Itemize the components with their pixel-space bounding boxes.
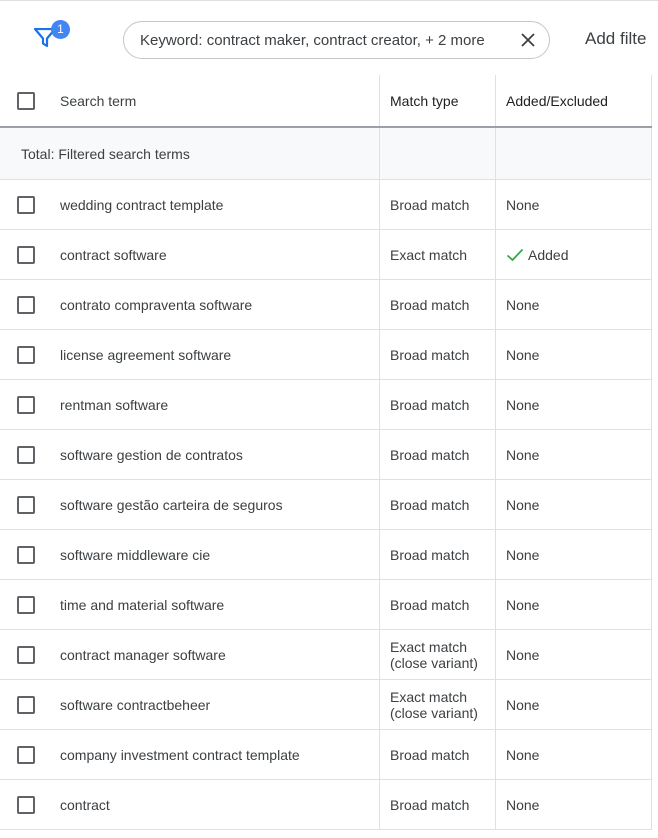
search-term-cell — [0, 380, 380, 429]
match-type-cell — [380, 230, 496, 279]
match-type-text: Broad match — [390, 546, 470, 563]
row-checkbox[interactable] — [17, 796, 35, 814]
added-excluded-cell — [496, 430, 652, 479]
table-row[interactable] — [0, 530, 652, 580]
add-filter-button[interactable]: Add filte — [585, 29, 647, 48]
added-excluded-cell — [496, 580, 652, 629]
table-row[interactable] — [0, 330, 652, 380]
match-type-cell — [380, 480, 496, 529]
search-term-cell — [0, 230, 380, 279]
header-match-type[interactable] — [380, 75, 496, 126]
match-type-text: Exact match — [390, 246, 468, 263]
search-term-text: software contractbeheer — [60, 696, 211, 713]
match-type-cell — [380, 430, 496, 479]
table-row[interactable] — [0, 430, 652, 480]
added-excluded-cell — [496, 480, 652, 529]
row-checkbox[interactable] — [17, 546, 35, 564]
search-term-cell — [0, 780, 380, 829]
table-row[interactable] — [0, 680, 652, 730]
added-excluded-cell — [496, 780, 652, 829]
search-term-cell — [0, 280, 380, 329]
search-term-text: software gestão carteira de seguros — [60, 496, 283, 513]
row-checkbox[interactable] — [17, 346, 35, 364]
added-excluded-cell — [496, 380, 652, 429]
status-text: None — [506, 796, 540, 813]
match-type-text: Broad match — [390, 746, 470, 763]
status-text: None — [506, 496, 540, 513]
match-type-cell — [380, 580, 496, 629]
status-text: None — [506, 646, 540, 663]
table-row[interactable] — [0, 630, 652, 680]
search-term-cell — [0, 330, 380, 379]
search-term-text: rentman software — [60, 396, 169, 413]
status-text: None — [506, 696, 540, 713]
search-term-text: software middleware cie — [60, 546, 211, 563]
table-body — [0, 180, 652, 830]
added-excluded-cell — [496, 330, 652, 379]
match-type-line: Exact match — [390, 688, 468, 705]
match-type-text: Broad match — [390, 596, 470, 613]
match-type-cell — [380, 330, 496, 379]
search-term-cell — [0, 630, 380, 679]
search-terms-table — [0, 75, 652, 830]
total-added-cell — [496, 128, 652, 179]
status-text: None — [506, 596, 540, 613]
status-text: None — [506, 546, 540, 563]
search-term-text: time and material software — [60, 596, 225, 613]
total-match-cell — [380, 128, 496, 179]
match-type-cell — [380, 380, 496, 429]
match-type-cell — [380, 630, 496, 679]
search-term-text: software gestion de contratos — [60, 446, 243, 463]
table-row[interactable] — [0, 380, 652, 430]
match-type-cell — [380, 180, 496, 229]
table-row[interactable] — [0, 480, 652, 530]
header-search-term[interactable] — [0, 75, 380, 126]
row-checkbox[interactable] — [17, 246, 35, 264]
status-text: None — [506, 196, 540, 213]
match-type-text: Broad match — [390, 396, 470, 413]
search-term-text: license agreement software — [60, 346, 232, 363]
added-excluded-cell — [496, 630, 652, 679]
select-all-checkbox[interactable] — [17, 92, 35, 110]
match-type-cell — [380, 730, 496, 779]
total-cell — [0, 128, 380, 179]
match-type-line: Exact match — [390, 638, 468, 655]
row-checkbox[interactable] — [17, 746, 35, 764]
search-term-cell — [0, 680, 380, 729]
search-term-text: contract — [60, 796, 110, 813]
search-term-text: contrato compraventa software — [60, 296, 253, 313]
filter-chip-label: Keyword: contract maker, contract creator, + 2 more — [140, 31, 485, 49]
row-checkbox[interactable] — [17, 296, 35, 314]
table-row[interactable] — [0, 580, 652, 630]
search-term-cell — [0, 730, 380, 779]
search-term-cell — [0, 580, 380, 629]
header-added-excluded[interactable] — [496, 75, 652, 126]
row-checkbox[interactable] — [17, 596, 35, 614]
match-type-text — [390, 639, 478, 671]
search-term-text: wedding contract template — [60, 196, 224, 213]
match-type-text: Broad match — [390, 296, 470, 313]
match-type-text: Broad match — [390, 196, 470, 213]
row-checkbox[interactable] — [17, 646, 35, 664]
match-type-text: Broad match — [390, 346, 470, 363]
total-row — [0, 128, 652, 180]
match-type-cell — [380, 280, 496, 329]
checkmark-icon — [506, 248, 524, 262]
match-type-variant: (close variant) — [390, 704, 478, 721]
added-excluded-cell — [496, 280, 652, 329]
status-text: None — [506, 746, 540, 763]
status-text: None — [506, 346, 540, 363]
total-label: Total: Filtered search terms — [21, 145, 190, 162]
keyword-filter-chip[interactable] — [123, 21, 550, 59]
added-excluded-cell — [496, 680, 652, 729]
added-excluded-cell — [496, 730, 652, 779]
added-excluded-cell — [496, 180, 652, 229]
match-type-cell — [380, 530, 496, 579]
filter-button[interactable] — [34, 20, 68, 50]
search-term-cell — [0, 530, 380, 579]
match-type-text: Broad match — [390, 796, 470, 813]
header-match-type-label: Match type — [390, 92, 459, 109]
match-type-text: Broad match — [390, 496, 470, 513]
match-type-text: Broad match — [390, 446, 470, 463]
table-row[interactable] — [0, 780, 652, 830]
status-text: None — [506, 396, 540, 413]
row-checkbox[interactable] — [17, 496, 35, 514]
status-text: Added — [528, 246, 569, 263]
row-checkbox[interactable] — [17, 396, 35, 414]
status-text: None — [506, 446, 540, 463]
added-excluded-cell — [496, 230, 652, 279]
table-header-row — [0, 75, 652, 128]
match-type-text — [390, 689, 478, 721]
table-row[interactable] — [0, 730, 652, 780]
match-type-cell — [380, 680, 496, 729]
table-row[interactable] — [0, 280, 652, 330]
table-row[interactable] — [0, 180, 652, 230]
row-checkbox[interactable] — [17, 196, 35, 214]
search-term-cell — [0, 430, 380, 479]
row-checkbox[interactable] — [17, 446, 35, 464]
match-type-variant: (close variant) — [390, 654, 478, 671]
search-term-text: contract software — [60, 246, 167, 263]
filter-bar — [0, 0, 658, 75]
added-excluded-cell — [496, 530, 652, 579]
search-term-cell — [0, 180, 380, 229]
search-term-text: company investment contract template — [60, 746, 300, 763]
status-text: None — [506, 296, 540, 313]
table-row[interactable] — [0, 230, 652, 280]
header-added-excluded-label: Added/Excluded — [506, 92, 608, 109]
match-type-cell — [380, 780, 496, 829]
search-term-cell — [0, 480, 380, 529]
header-search-term-label: Search term — [60, 92, 137, 109]
row-checkbox[interactable] — [17, 696, 35, 714]
filter-count-badge: 1 — [51, 20, 70, 39]
added-status — [506, 247, 568, 263]
search-term-text: contract manager software — [60, 646, 226, 663]
close-icon[interactable] — [519, 31, 537, 49]
